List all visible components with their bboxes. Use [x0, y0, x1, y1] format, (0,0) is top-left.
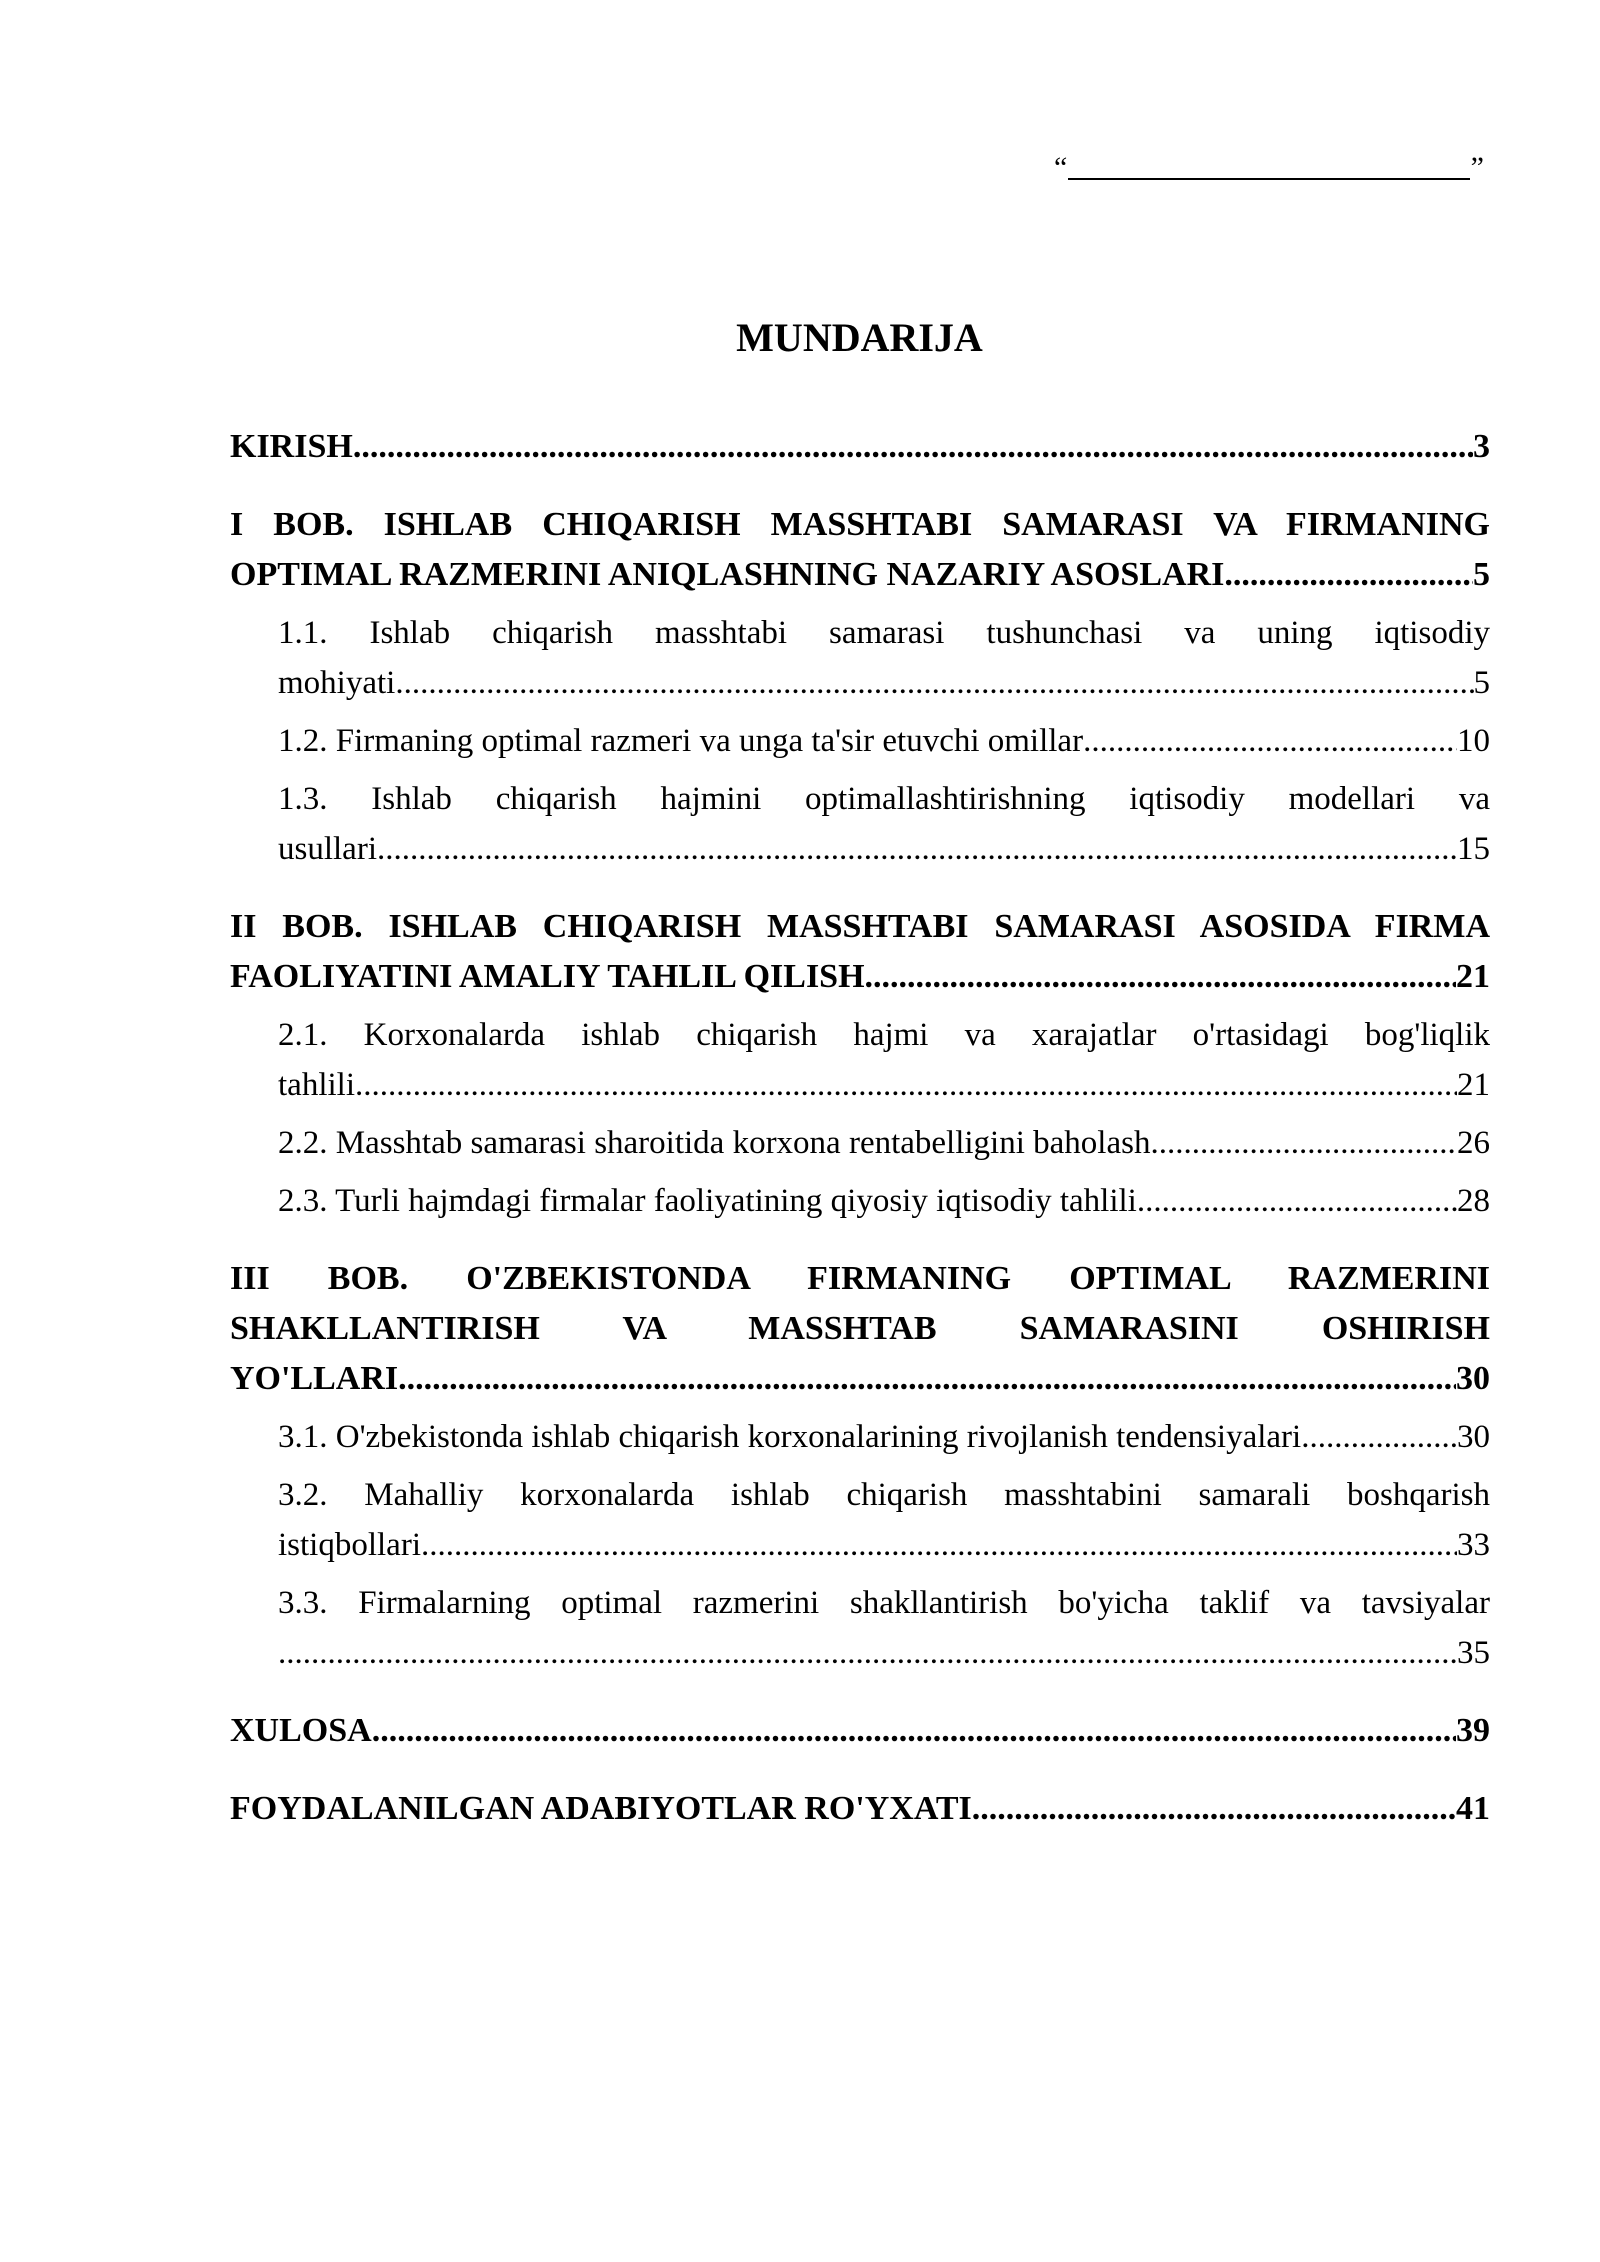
toc-entry-line: 3.2. Mahalliy korxonalarda ishlab chiqarish masshtabini samarali boshqarish: [278, 1477, 1490, 1513]
toc-entry-leader-row: [278, 658, 1490, 708]
close-quote: ”: [1470, 151, 1484, 184]
toc-entry-line: 1.3. Ishlab chiqarish hajmini optimallashtirishning iqtisodiy modellari va: [278, 781, 1490, 817]
toc-page-number: 30: [1457, 1419, 1490, 1455]
dot-leader: [372, 1706, 1456, 1756]
toc-entry-label: 1.2. Firmaning optimal razmeri va unga ta'sir etuvchi omillar: [278, 723, 1084, 759]
toc-entry-label: OPTIMAL RAZMERINI ANIQLASHNING NAZARIY ASOSLARI: [230, 556, 1225, 593]
toc-entry-line: III BOB. O'ZBEKISTONDA FIRMANING OPTIMAL RAZMERINI: [230, 1260, 1490, 1297]
toc-chapter-entry: [230, 1784, 1490, 1834]
toc-entry-leader-row: [230, 422, 1490, 472]
table-of-contents: [230, 422, 1490, 1834]
toc-section-entry: [278, 1578, 1490, 1678]
dot-leader: [1137, 1176, 1457, 1226]
dot-leader: [421, 1520, 1457, 1570]
toc-entry-leader-row: [278, 1628, 1490, 1678]
toc-entry-line: II BOB. ISHLAB CHIQARISH MASSHTABI SAMARASI ASOSIDA FIRMA: [230, 908, 1490, 945]
toc-section-entry: [278, 1010, 1490, 1110]
toc-entry-leader-row: [278, 1520, 1490, 1570]
toc-section-entry: [278, 716, 1490, 766]
toc-entry-leader-row: [230, 1354, 1490, 1404]
toc-entry-line: 1.1. Ishlab chiqarish masshtabi samarasi tushunchasi va uning iqtisodiy: [278, 615, 1490, 651]
dot-leader: [353, 422, 1473, 472]
toc-entry-line: I BOB. ISHLAB CHIQARISH MASSHTABI SAMARASI VA FIRMANING: [230, 506, 1490, 543]
toc-page-number: 10: [1457, 723, 1490, 759]
dot-leader: [377, 824, 1457, 874]
dot-leader: [1083, 716, 1457, 766]
toc-page-number: 35: [1457, 1635, 1490, 1671]
toc-entry-leader-row: [230, 952, 1490, 1002]
toc-section-entry: [278, 1470, 1490, 1570]
toc-chapter-entry: [230, 1254, 1490, 1404]
toc-entry-leader-row: [278, 1118, 1490, 1168]
dot-leader: [1301, 1412, 1457, 1462]
toc-entry-leader-row: [278, 1176, 1490, 1226]
toc-chapter-entry: [230, 422, 1490, 472]
dot-leader: [398, 1354, 1456, 1404]
toc-page-number: 21: [1456, 958, 1490, 995]
open-quote: “: [1054, 151, 1068, 184]
toc-entry-label: KIRISH: [230, 428, 353, 465]
dot-leader: [395, 658, 1473, 708]
toc-entry-leader-row: [278, 1060, 1490, 1110]
dot-leader: [1224, 550, 1473, 600]
toc-entry-leader-row: [278, 824, 1490, 874]
toc-entry-line: SHAKLLANTIRISH VA MASSHTAB SAMARASINI OSHIRISH: [230, 1310, 1490, 1347]
toc-page-number: 21: [1457, 1067, 1490, 1103]
toc-page-number: 26: [1457, 1125, 1490, 1161]
toc-entry-label: usullari: [278, 831, 377, 867]
dot-leader: [278, 1628, 1457, 1678]
toc-entry-leader-row: [230, 1706, 1490, 1756]
toc-chapter-entry: [230, 902, 1490, 1002]
toc-page-number: 33: [1457, 1527, 1490, 1563]
toc-page-number: 41: [1456, 1790, 1490, 1827]
header-quote-blank: [1054, 148, 1484, 188]
toc-entry-label: 3.1. O'zbekistonda ishlab chiqarish korxonalarining rivojlanish tendensiyalari: [278, 1419, 1302, 1455]
toc-entry-label: mohiyati: [278, 665, 396, 701]
toc-page-number: 28: [1457, 1183, 1490, 1219]
dot-leader: [972, 1784, 1456, 1834]
toc-section-entry: [278, 774, 1490, 874]
toc-page-number: 30: [1456, 1360, 1490, 1397]
toc-entry-leader-row: [230, 550, 1490, 600]
toc-chapter-entry: [230, 1706, 1490, 1756]
dot-leader: [1150, 1118, 1457, 1168]
dot-leader: [355, 1060, 1457, 1110]
dot-leader: [865, 952, 1456, 1002]
toc-section-entry: [278, 1176, 1490, 1226]
toc-entry-label: XULOSA: [230, 1712, 372, 1749]
toc-entry-label: 2.2. Masshtab samarasi sharoitida korxona rentabelligini baholash: [278, 1125, 1151, 1161]
toc-page-number: 5: [1473, 665, 1490, 701]
toc-entry-label: FOYDALANILGAN ADABIYOTLAR RO'YXATI: [230, 1790, 972, 1827]
toc-section-entry: [278, 1412, 1490, 1462]
toc-chapter-entry: [230, 500, 1490, 600]
toc-section-entry: [278, 1118, 1490, 1168]
toc-page-number: 15: [1457, 831, 1490, 867]
toc-entry-label: tahlili: [278, 1067, 355, 1103]
toc-entry-leader-row: [278, 1412, 1490, 1462]
toc-entry-label: YO'LLARI: [230, 1360, 399, 1397]
blank-line: [1068, 178, 1470, 180]
toc-entry-line: 3.3. Firmalarning optimal razmerini shakllantirish bo'yicha taklif va tavsiyalar: [278, 1585, 1490, 1621]
toc-entry-leader-row: [230, 1784, 1490, 1834]
toc-page-number: 39: [1456, 1712, 1490, 1749]
toc-entry-leader-row: [278, 716, 1490, 766]
toc-page-number: 3: [1473, 428, 1490, 465]
toc-entry-label: 2.3. Turli hajmdagi firmalar faoliyatining qiyosiy iqtisodiy tahlili: [278, 1183, 1137, 1219]
page-title: MUNDARIJA: [736, 315, 983, 360]
toc-section-entry: [278, 608, 1490, 708]
toc-entry-label: FAOLIYATINI AMALIY TAHLIL QILISH: [230, 958, 865, 995]
toc-entry-label: istiqbollari: [278, 1527, 421, 1563]
toc-entry-line: 2.1. Korxonalarda ishlab chiqarish hajmi va xarajatlar o'rtasidagi bog'liqlik: [278, 1017, 1490, 1053]
toc-page-number: 5: [1473, 556, 1490, 593]
